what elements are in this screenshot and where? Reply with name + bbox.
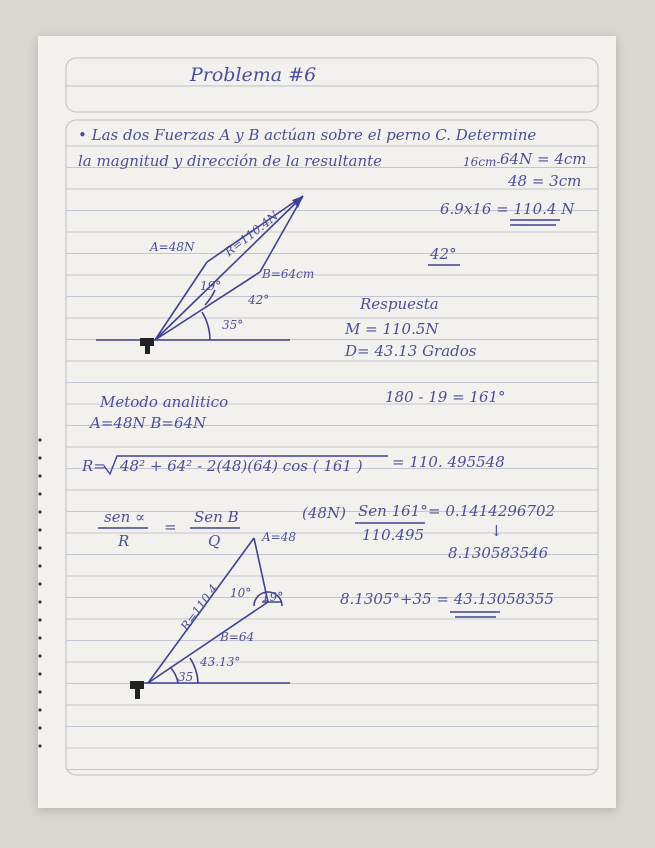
diagram2-angle-10: 10° xyxy=(230,586,252,600)
calc-num: Sen 161° xyxy=(358,502,428,520)
diagram2-label-a: A=48 xyxy=(262,530,296,544)
calc-result: = 0.1414296702 xyxy=(428,502,556,520)
answer-heading: Respuesta xyxy=(360,295,439,313)
law-sines-right-num: Sen B xyxy=(194,508,239,526)
law-of-cosines-prefix: R= xyxy=(82,457,106,475)
analytic-heading: Metodo analitico xyxy=(100,393,229,411)
scale-prefix: 16cm- xyxy=(463,155,501,169)
calc-arrow: ↓ xyxy=(490,522,503,540)
law-sines-left-den: R xyxy=(118,532,130,550)
diagram1-label-b: B=64cm xyxy=(262,267,315,281)
diagram1-angle-19: 19° xyxy=(200,279,222,293)
answer-direction: D= 43.13 Grados xyxy=(345,342,477,360)
diagram2-label-r: R=110.4 xyxy=(178,581,221,634)
law-sines-eq: = xyxy=(164,518,177,536)
product-calc: 6.9x16 = 110.4 N xyxy=(440,200,575,218)
diagram1-angle-42: 42° xyxy=(248,293,270,307)
diagram1-label-r: R=110.4N xyxy=(222,208,282,260)
supplementary-angle: 180 - 19 = 161° xyxy=(385,388,506,406)
problem-statement-line-1: • Las dos Fuerzas A y B actúan sobre el perno C. Determine xyxy=(78,126,537,144)
final-sum: 8.1305°+35 = 43.13058355 xyxy=(340,590,554,608)
analytic-values: A=48N B=64N xyxy=(90,414,207,432)
diagram2-label-b: B=64 xyxy=(220,630,255,644)
diagram1-label-a: A=48N xyxy=(150,240,195,254)
calc-den: 110.495 xyxy=(362,526,425,544)
diagram2-angle-35: 35 xyxy=(178,670,194,684)
scale-b: 48 = 3cm xyxy=(508,172,582,190)
angle-result: 8.130583546 xyxy=(448,544,549,562)
scale-a: 64N = 4cm xyxy=(500,150,587,168)
diagram1-angle-35: 35° xyxy=(222,318,244,332)
answer-magnitude: M = 110.5N xyxy=(345,320,439,338)
calc-prefix: (48N) xyxy=(302,504,346,522)
diagram2-angle-19: 19° xyxy=(262,590,284,604)
law-of-cosines-radicand: 48² + 64² - 2(48)(64) cos ( 161 ) xyxy=(120,457,363,475)
diagram2-angle-43: 43.13° xyxy=(200,655,241,669)
angle-guess: 42° xyxy=(430,245,457,263)
law-sines-left-num: sen ∝ xyxy=(104,508,146,526)
law-of-cosines-result: = 110. 495548 xyxy=(392,453,505,471)
page-title: Problema #6 xyxy=(190,64,317,86)
problem-statement-line-2: la magnitud y dirección de la resultante xyxy=(78,152,383,170)
law-sines-right-den: Q xyxy=(208,532,221,550)
